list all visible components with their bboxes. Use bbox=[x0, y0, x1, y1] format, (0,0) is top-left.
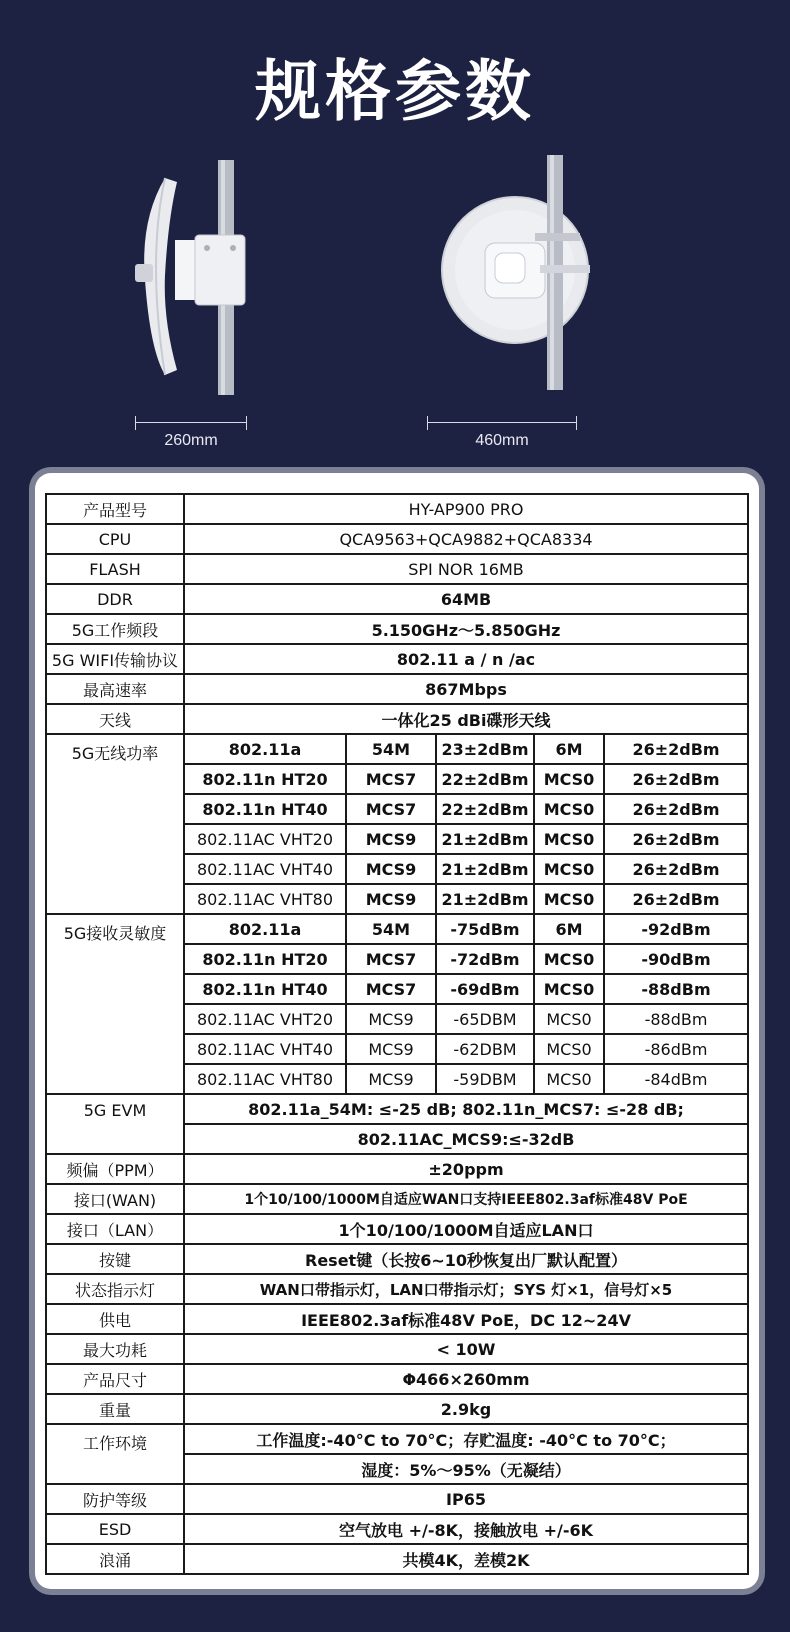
spec-value: SPI NOR 16MB bbox=[184, 554, 748, 584]
sensitivity-cell: -88dBm bbox=[604, 1004, 748, 1034]
power-cell: 22±2dBm bbox=[436, 764, 534, 794]
spec-label: 5G无线功率 bbox=[46, 734, 184, 914]
power-cell: MCS9 bbox=[346, 854, 436, 884]
front-dimension-label: 460mm bbox=[475, 432, 529, 449]
spec-value: IEEE802.3af标准48V PoE，DC 12~24V bbox=[184, 1304, 748, 1334]
spec-label: 供电 bbox=[46, 1304, 184, 1334]
table-row bbox=[46, 1094, 748, 1124]
spec-value: IP65 bbox=[184, 1484, 748, 1514]
power-cell: 802.11AC VHT40 bbox=[184, 854, 346, 884]
table-row bbox=[46, 914, 748, 944]
sensitivity-cell: 54M bbox=[346, 914, 436, 944]
power-cell: MCS7 bbox=[346, 764, 436, 794]
table-row bbox=[46, 1334, 748, 1364]
spec-label: 接口（LAN） bbox=[46, 1214, 184, 1244]
sensitivity-cell: 802.11n HT20 bbox=[184, 944, 346, 974]
sensitivity-cell: -75dBm bbox=[436, 914, 534, 944]
sensitivity-cell: -92dBm bbox=[604, 914, 748, 944]
table-row bbox=[46, 1184, 748, 1214]
sensitivity-cell: -90dBm bbox=[604, 944, 748, 974]
sensitivity-cell: 802.11n HT40 bbox=[184, 974, 346, 1004]
power-cell: 6M bbox=[534, 734, 604, 764]
spec-label: 最高速率 bbox=[46, 674, 184, 704]
power-cell: 802.11AC VHT80 bbox=[184, 884, 346, 914]
table-row bbox=[46, 704, 748, 734]
table-row bbox=[46, 1244, 748, 1274]
sensitivity-cell: MCS9 bbox=[346, 1004, 436, 1034]
spec-value: 802.11a_54M: ≤-25 dB; 802.11n_MCS7: ≤-28 dB; bbox=[184, 1094, 748, 1124]
spec-label: 浪涌 bbox=[46, 1544, 184, 1574]
table-row bbox=[46, 494, 748, 524]
sensitivity-cell: 802.11a bbox=[184, 914, 346, 944]
sensitivity-cell: -88dBm bbox=[604, 974, 748, 1004]
spec-value: 5.150GHz～5.850GHz bbox=[184, 614, 748, 644]
sensitivity-cell: 802.11AC VHT40 bbox=[184, 1034, 346, 1064]
spec-value: ±20ppm bbox=[184, 1154, 748, 1184]
spec-label: ESD bbox=[46, 1514, 184, 1544]
power-cell: MCS0 bbox=[534, 854, 604, 884]
table-row bbox=[46, 644, 748, 674]
spec-value: QCA9563+QCA9882+QCA8334 bbox=[184, 524, 748, 554]
spec-value: Reset键（长按6~10秒恢复出厂默认配置） bbox=[184, 1244, 748, 1274]
spec-label: 频偏（PPM） bbox=[46, 1154, 184, 1184]
spec-label: 5G接收灵敏度 bbox=[46, 914, 184, 1094]
power-cell: MCS0 bbox=[534, 884, 604, 914]
power-cell: MCS0 bbox=[534, 794, 604, 824]
power-cell: 802.11n HT40 bbox=[184, 794, 346, 824]
power-cell: MCS9 bbox=[346, 884, 436, 914]
side-dimension-line bbox=[135, 416, 247, 430]
spec-label: 产品尺寸 bbox=[46, 1364, 184, 1394]
table-row bbox=[46, 1484, 748, 1514]
sensitivity-cell: MCS7 bbox=[346, 944, 436, 974]
spec-label: FLASH bbox=[46, 554, 184, 584]
sensitivity-cell: 802.11AC VHT20 bbox=[184, 1004, 346, 1034]
sensitivity-cell: MCS0 bbox=[534, 974, 604, 1004]
sensitivity-cell: MCS0 bbox=[534, 1004, 604, 1034]
power-cell: 26±2dBm bbox=[604, 764, 748, 794]
spec-value: 湿度：5%～95%（无凝结） bbox=[184, 1454, 748, 1484]
sensitivity-cell: MCS0 bbox=[534, 1034, 604, 1064]
sensitivity-cell: -62DBM bbox=[436, 1034, 534, 1064]
spec-label: 按键 bbox=[46, 1244, 184, 1274]
spec-value: < 10W bbox=[184, 1334, 748, 1364]
power-cell: MCS9 bbox=[346, 824, 436, 854]
sensitivity-cell: MCS9 bbox=[346, 1064, 436, 1094]
spec-label: DDR bbox=[46, 584, 184, 614]
sensitivity-cell: 802.11AC VHT80 bbox=[184, 1064, 346, 1094]
spec-card bbox=[35, 473, 759, 1589]
sensitivity-cell: MCS0 bbox=[534, 944, 604, 974]
power-cell: 21±2dBm bbox=[436, 824, 534, 854]
sensitivity-cell: MCS0 bbox=[534, 1064, 604, 1094]
spec-value: 802.11AC_MCS9:≤-32dB bbox=[184, 1124, 748, 1154]
spec-value: HY-AP900 PRO bbox=[184, 494, 748, 524]
spec-table bbox=[45, 493, 749, 1575]
table-row bbox=[46, 584, 748, 614]
front-dimension-line bbox=[427, 416, 577, 430]
spec-value: 空气放电 +/-8K，接触放电 +/-6K bbox=[184, 1514, 748, 1544]
spec-value: 1个10/100/1000M自适应LAN口 bbox=[184, 1214, 748, 1244]
spec-label: 防护等级 bbox=[46, 1484, 184, 1514]
power-cell: 26±2dBm bbox=[604, 824, 748, 854]
sensitivity-cell: -72dBm bbox=[436, 944, 534, 974]
power-cell: 802.11AC VHT20 bbox=[184, 824, 346, 854]
spec-label: 5G EVM bbox=[46, 1094, 184, 1154]
table-row bbox=[46, 1424, 748, 1454]
power-cell: MCS0 bbox=[534, 764, 604, 794]
spec-label: 产品型号 bbox=[46, 494, 184, 524]
table-row bbox=[46, 1364, 748, 1394]
spec-value: 64MB bbox=[184, 584, 748, 614]
table-row bbox=[46, 614, 748, 644]
spec-value: 共模4K，差模2K bbox=[184, 1544, 748, 1574]
spec-value: 867Mbps bbox=[184, 674, 748, 704]
power-cell: 21±2dBm bbox=[436, 884, 534, 914]
power-cell: 23±2dBm bbox=[436, 734, 534, 764]
spec-label: 5G工作频段 bbox=[46, 614, 184, 644]
sensitivity-cell: -69dBm bbox=[436, 974, 534, 1004]
table-row bbox=[46, 1394, 748, 1424]
page-title: 规格参数 bbox=[255, 53, 535, 130]
table-row bbox=[46, 1304, 748, 1334]
side-dimension-label: 260mm bbox=[164, 432, 218, 449]
table-row bbox=[46, 1544, 748, 1574]
spec-value: 1个10/100/1000M自适应WAN口支持IEEE802.3af标准48V PoE bbox=[184, 1184, 748, 1214]
spec-label: 5G WIFI传输协议 bbox=[46, 644, 184, 674]
spec-value: WAN口带指示灯，LAN口带指示灯；SYS 灯×1，信号灯×5 bbox=[184, 1274, 748, 1304]
table-row bbox=[46, 1514, 748, 1544]
table-row bbox=[46, 1214, 748, 1244]
table-row bbox=[46, 1154, 748, 1184]
power-cell: 26±2dBm bbox=[604, 884, 748, 914]
spec-label: CPU bbox=[46, 524, 184, 554]
sensitivity-cell: 6M bbox=[534, 914, 604, 944]
antenna-front-view-image bbox=[440, 155, 610, 410]
spec-value: 工作温度:-40°C to 70°C；存贮温度: -40°C to 70°C； bbox=[184, 1424, 748, 1454]
antenna-side-view-image bbox=[135, 160, 265, 420]
sensitivity-cell: -86dBm bbox=[604, 1034, 748, 1064]
power-cell: 54M bbox=[346, 734, 436, 764]
sensitivity-cell: -65DBM bbox=[436, 1004, 534, 1034]
spec-label: 天线 bbox=[46, 704, 184, 734]
spec-label: 重量 bbox=[46, 1394, 184, 1424]
spec-label: 最大功耗 bbox=[46, 1334, 184, 1364]
spec-value: 一体化25 dBi碟形天线 bbox=[184, 704, 748, 734]
power-cell: MCS0 bbox=[534, 824, 604, 854]
power-cell: 802.11a bbox=[184, 734, 346, 764]
spec-value: Φ466×260mm bbox=[184, 1364, 748, 1394]
sensitivity-cell: MCS7 bbox=[346, 974, 436, 1004]
spec-label: 接口(WAN) bbox=[46, 1184, 184, 1214]
spec-value: 802.11 a / n /ac bbox=[184, 644, 748, 674]
table-row bbox=[46, 1274, 748, 1304]
table-row bbox=[46, 554, 748, 584]
power-cell: 802.11n HT20 bbox=[184, 764, 346, 794]
power-cell: 26±2dBm bbox=[604, 794, 748, 824]
spec-label: 工作环境 bbox=[46, 1424, 184, 1484]
power-cell: 21±2dBm bbox=[436, 854, 534, 884]
table-row bbox=[46, 524, 748, 554]
power-cell: 22±2dBm bbox=[436, 794, 534, 824]
table-row bbox=[46, 674, 748, 704]
sensitivity-cell: -59DBM bbox=[436, 1064, 534, 1094]
sensitivity-cell: MCS9 bbox=[346, 1034, 436, 1064]
spec-label: 状态指示灯 bbox=[46, 1274, 184, 1304]
power-cell: MCS7 bbox=[346, 794, 436, 824]
power-cell: 26±2dBm bbox=[604, 854, 748, 884]
sensitivity-cell: -84dBm bbox=[604, 1064, 748, 1094]
spec-value: 2.9kg bbox=[184, 1394, 748, 1424]
power-cell: 26±2dBm bbox=[604, 734, 748, 764]
table-row bbox=[46, 734, 748, 764]
